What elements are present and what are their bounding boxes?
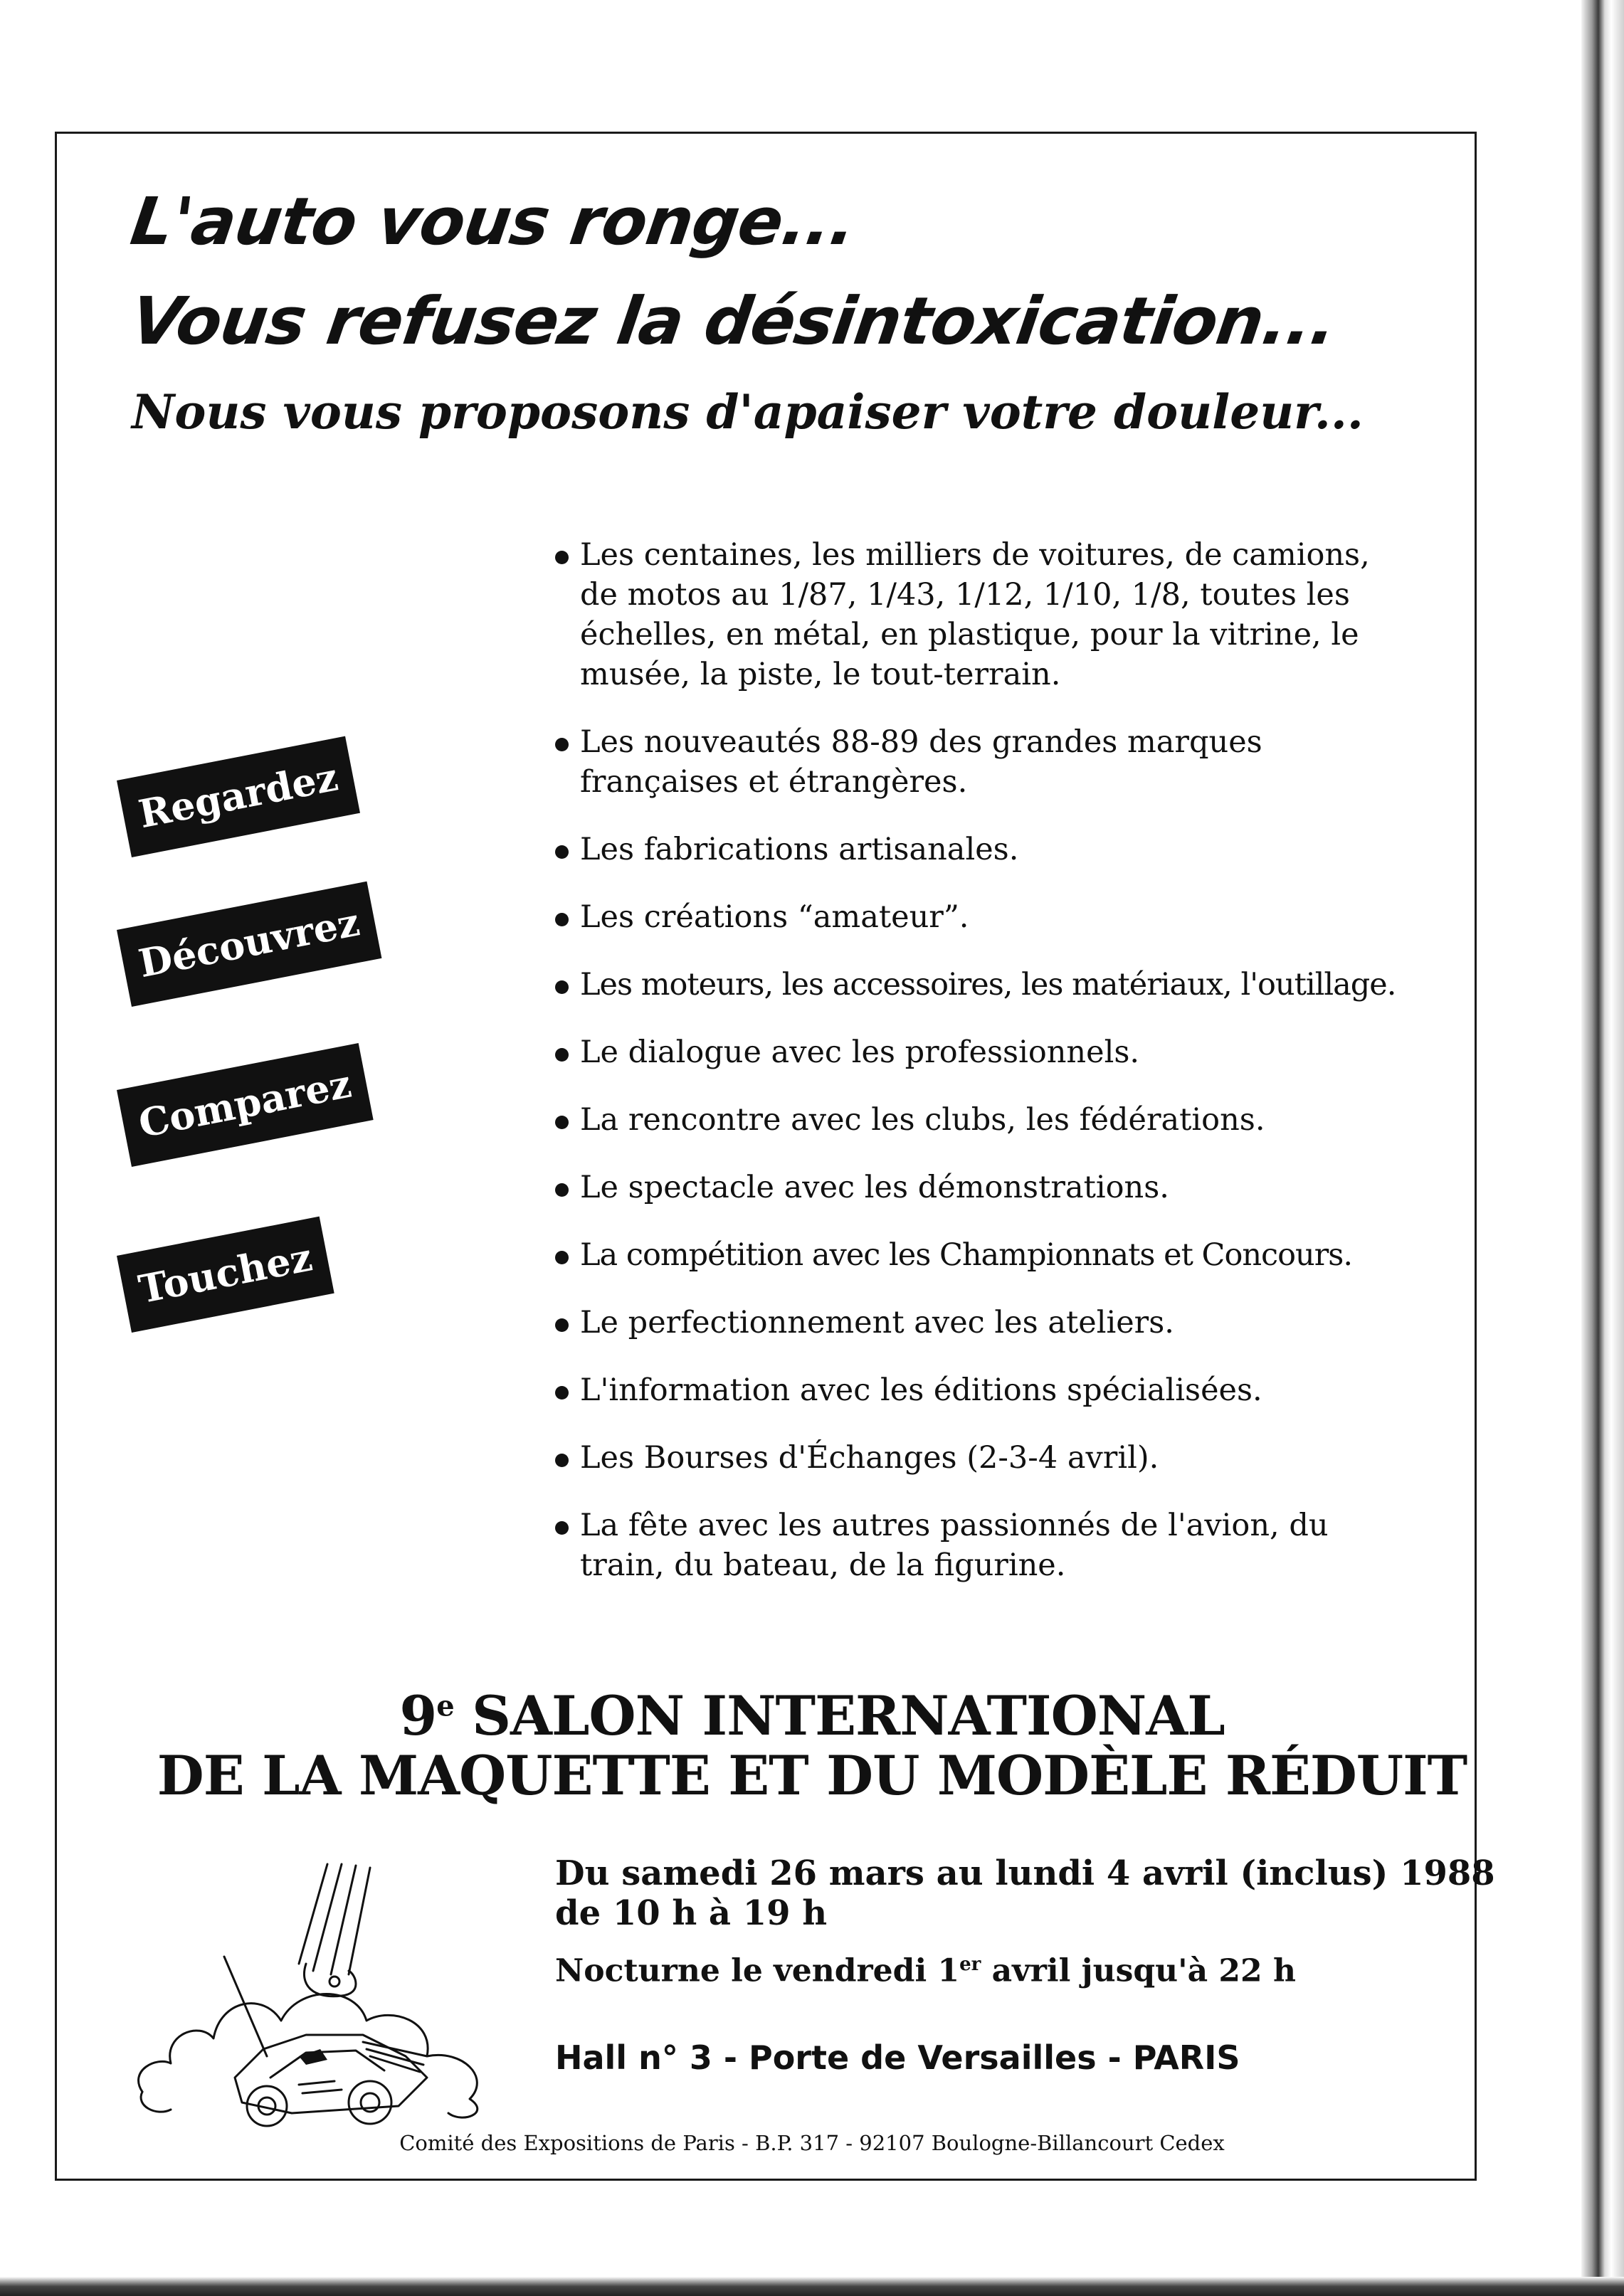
tag-decouvrez: Découvrez [117, 882, 382, 1007]
headline-line-1: L'auto vous ronge... [126, 184, 860, 260]
feature-item: L'information avec les éditions spécialisées. [555, 1370, 1445, 1410]
feature-item: La rencontre avec les clubs, les fédérations. [555, 1100, 1445, 1140]
feature-item: La compétition avec les Championnats et Concours. [555, 1235, 1445, 1275]
organizer-address: Comité des Expositions de Paris - B.P. 317 - 92107 Boulogne-Billancourt Cedex [399, 2131, 1225, 2155]
headline-line-3: Nous vous proposons d'apaiser votre douleur... [132, 384, 1364, 440]
tag-regardez: Regardez [117, 736, 360, 857]
event-venue: Hall n° 3 - Porte de Versailles - PARIS [555, 2038, 1240, 2077]
tag-touchez: Touchez [117, 1217, 334, 1333]
event-hours: de 10 h à 19 h [555, 1893, 828, 1933]
event-dates: Du samedi 26 mars au lundi 4 avril (inclus) 1988 [555, 1853, 1495, 1893]
headline-line-2: Vous refusez la désintoxication... [126, 283, 1341, 359]
feature-item: Les Bourses d'Échanges (2-3-4 avril). [555, 1438, 1445, 1478]
feature-list [555, 535, 1445, 1613]
feature-item: Les nouveautés 88-89 des grandes marques françaises et étrangères. [555, 722, 1292, 802]
feature-item: Les centaines, les milliers de voitures, de camions, de motos au 1/87, 1/43, 1/12, 1/10, 1/8, toutes les échelles, en métal, en plastique, pour la vitrine, le musée, la piste, le tout-terrain. [555, 535, 1377, 694]
feature-item: Les moteurs, les accessoires, les matériaux, l'outillage. [555, 965, 1445, 1005]
salon-title-line-2: DE LA MAQUETTE ET DU MODÈLE RÉDUIT [157, 1744, 1467, 1807]
feature-item: La fête avec les autres passionnés de l'avion, du train, du bateau, de la figurine. [555, 1506, 1420, 1585]
page-edge [1581, 0, 1624, 2296]
event-schedule [555, 1853, 1495, 1991]
car-illustration [128, 1843, 505, 2127]
salon-title [0, 1686, 1624, 1806]
feature-item: Le spectacle avec les démonstrations. [555, 1168, 1445, 1207]
feature-item: Le perfectionnement avec les ateliers. [555, 1303, 1445, 1343]
feature-item: Les créations “amateur”. [555, 897, 1445, 937]
feature-item: Le dialogue avec les professionnels. [555, 1032, 1445, 1072]
page-edge-bottom [0, 2277, 1624, 2296]
feature-item: Les fabrications artisanales. [555, 830, 1445, 869]
event-nocturne: Nocturne le vendredi 1er avril jusqu'à 22 h [555, 1952, 1296, 1989]
tag-comparez: Comparez [117, 1043, 374, 1167]
salon-title-line-1: 9e SALON INTERNATIONAL [399, 1684, 1225, 1747]
